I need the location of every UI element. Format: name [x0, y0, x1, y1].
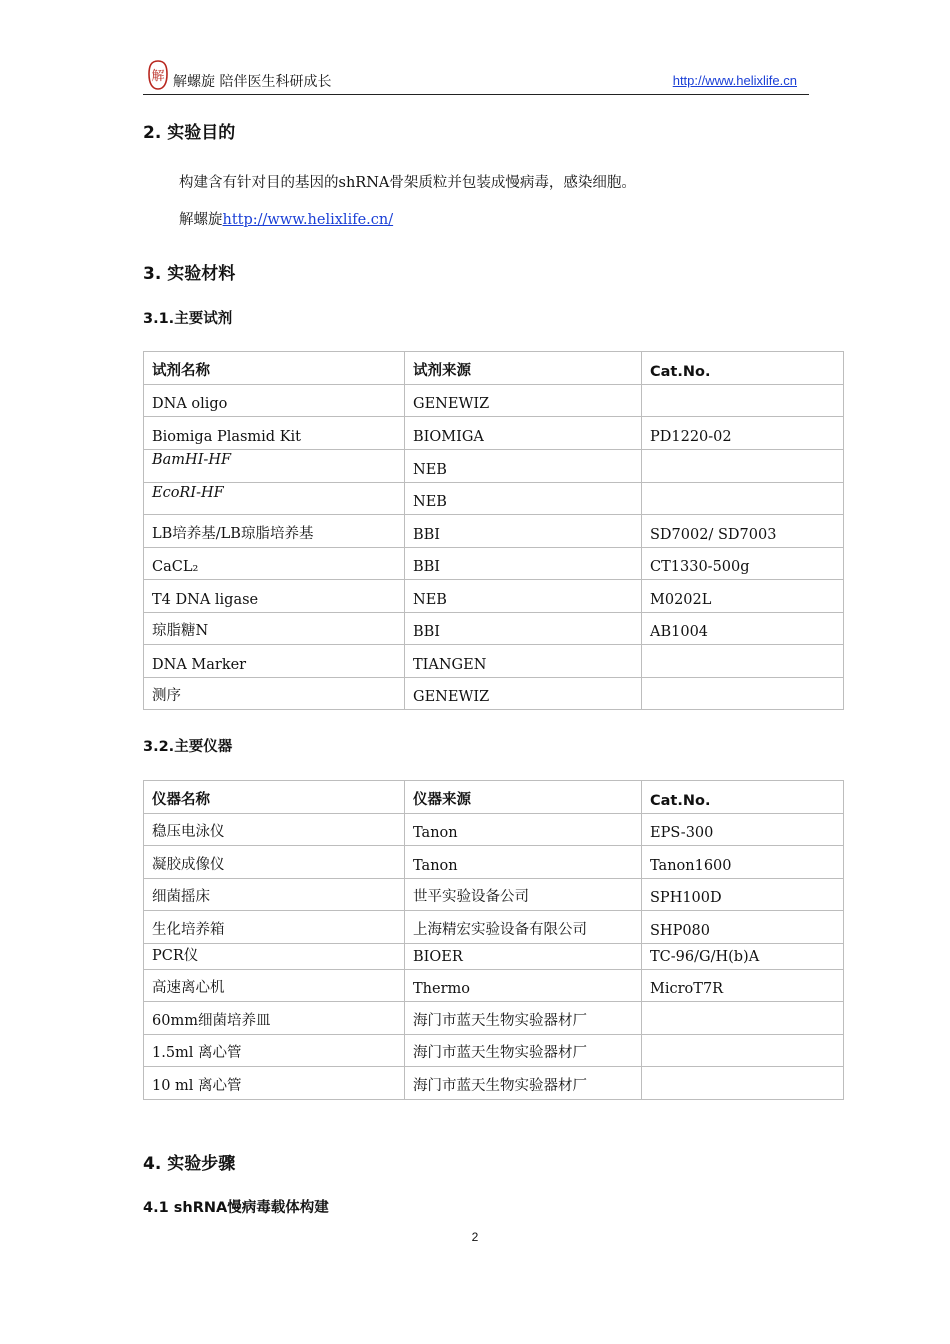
table-cell: EcoRI-HF	[144, 483, 405, 515]
table-cell: TIANGEN	[405, 645, 642, 678]
table-cell: PCR仪	[144, 944, 405, 970]
table-cell: 高速离心机	[144, 970, 405, 1002]
table-row	[144, 450, 844, 483]
section-2-link-line	[179, 208, 393, 229]
table-cell: CaCL₂	[144, 548, 405, 580]
table-cell	[642, 678, 844, 710]
table-row	[144, 548, 844, 580]
table-cell: Tanon1600	[642, 846, 844, 879]
section-2-heading: 2. 实验目的	[143, 123, 236, 143]
table-row	[144, 1035, 844, 1067]
table-row	[144, 515, 844, 548]
table-row	[144, 970, 844, 1002]
helixlife-link[interactable]: http://www.helixlife.cn/	[222, 212, 394, 228]
table-cell: LB培养基/LB琼脂培养基	[144, 515, 405, 548]
table-row	[144, 846, 844, 879]
brand-title: 解螺旋 陪伴医生科研成长	[173, 74, 332, 90]
table-cell	[642, 1035, 844, 1067]
table-cell: 60mm细菌培养皿	[144, 1002, 405, 1035]
table-cell: SHP080	[642, 911, 844, 944]
table-row	[144, 385, 844, 417]
table-cell: M0202L	[642, 580, 844, 613]
table-row	[144, 645, 844, 678]
section-2-purpose-text: 构建含有针对目的基因的shRNA骨架质粒并包装成慢病毒，感染细胞。	[179, 175, 636, 191]
table-cell: 琼脂糖N	[144, 613, 405, 645]
logo-glyph: 解	[151, 69, 165, 84]
table-row	[144, 613, 844, 645]
table-cell: T4 DNA ligase	[144, 580, 405, 613]
column-header: Cat.No.	[642, 781, 844, 814]
table-cell: PD1220-02	[642, 417, 844, 450]
table-cell: Tanon	[405, 814, 642, 846]
table-cell: SPH100D	[642, 879, 844, 911]
table-cell: 10 ml 离心管	[144, 1067, 405, 1100]
table-cell: 测序	[144, 678, 405, 710]
table-cell: 生化培养箱	[144, 911, 405, 944]
table-row	[144, 580, 844, 613]
table-cell	[642, 385, 844, 417]
page-number: 2	[471, 1230, 479, 1244]
table-cell: NEB	[405, 580, 642, 613]
table-cell: 1.5ml 离心管	[144, 1035, 405, 1067]
table-cell: SD7002/ SD7003	[642, 515, 844, 548]
table-cell: NEB	[405, 450, 642, 483]
table-cell	[642, 1067, 844, 1100]
table-cell	[642, 483, 844, 515]
table-row	[144, 911, 844, 944]
table-cell: 海门市蓝天生物实验器材厂	[405, 1035, 642, 1067]
table-cell: CT1330-500g	[642, 548, 844, 580]
table-cell: 海门市蓝天生物实验器材厂	[405, 1067, 642, 1100]
table-cell: BIOER	[405, 944, 642, 970]
table-row	[144, 417, 844, 450]
table-cell	[642, 450, 844, 483]
page-header	[143, 58, 809, 95]
instruments-table	[143, 780, 844, 1100]
table-row	[144, 879, 844, 911]
column-header: Cat.No.	[642, 352, 844, 385]
vector-construction-subheading: 4.1 shRNA慢病毒载体构建	[143, 1200, 329, 1216]
table-cell: 上海精宏实验设备有限公司	[405, 911, 642, 944]
link-prefix: 解螺旋	[179, 212, 223, 228]
table-cell: GENEWIZ	[405, 678, 642, 710]
table-cell: BBI	[405, 548, 642, 580]
table-cell	[642, 1002, 844, 1035]
table-cell: 海门市蓝天生物实验器材厂	[405, 1002, 642, 1035]
table-row	[144, 678, 844, 710]
table-cell: EPS-300	[642, 814, 844, 846]
table-cell: 凝胶成像仪	[144, 846, 405, 879]
table-cell: AB1004	[642, 613, 844, 645]
column-header: 试剂来源	[405, 352, 642, 385]
table-row	[144, 483, 844, 515]
table-cell: BamHI-HF	[144, 450, 405, 483]
table-cell: Tanon	[405, 846, 642, 879]
instruments-subheading: 3.2.主要仪器	[143, 739, 233, 755]
table-cell	[642, 645, 844, 678]
table-row	[144, 1002, 844, 1035]
reagents-table	[143, 351, 844, 710]
helix-logo-icon	[147, 60, 169, 90]
table-cell: MicroT7R	[642, 970, 844, 1002]
table-cell: Thermo	[405, 970, 642, 1002]
table-row	[144, 1067, 844, 1100]
table-cell: BIOMIGA	[405, 417, 642, 450]
table-cell: BBI	[405, 515, 642, 548]
table-cell: BBI	[405, 613, 642, 645]
column-header: 试剂名称	[144, 352, 405, 385]
column-header: 仪器来源	[405, 781, 642, 814]
table-cell: GENEWIZ	[405, 385, 642, 417]
table-cell: DNA oligo	[144, 385, 405, 417]
table-cell: 细菌摇床	[144, 879, 405, 911]
table-cell: Biomiga Plasmid Kit	[144, 417, 405, 450]
table-header-row	[144, 352, 844, 385]
column-header: 仪器名称	[144, 781, 405, 814]
reagents-subheading: 3.1.主要试剂	[143, 311, 233, 327]
table-cell: DNA Marker	[144, 645, 405, 678]
table-cell: 世平实验设备公司	[405, 879, 642, 911]
table-row	[144, 944, 844, 970]
table-cell: 稳压电泳仪	[144, 814, 405, 846]
header-website-link[interactable]: http://www.helixlife.cn	[672, 73, 797, 88]
table-header-row	[144, 781, 844, 814]
table-cell: TC-96/G/H(b)A	[642, 944, 844, 970]
table-cell: NEB	[405, 483, 642, 515]
section-4-heading: 4. 实验步骤	[143, 1154, 236, 1174]
section-3-heading: 3. 实验材料	[143, 264, 236, 284]
table-row	[144, 814, 844, 846]
